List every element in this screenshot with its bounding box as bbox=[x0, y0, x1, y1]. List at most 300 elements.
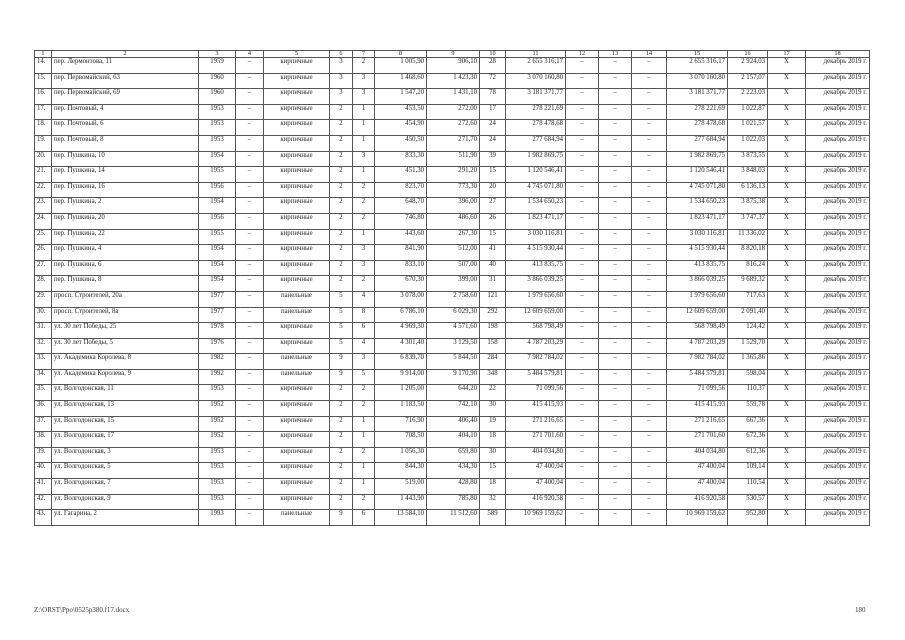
table-cell: 1955 bbox=[199, 229, 236, 245]
table-cell: – bbox=[236, 479, 264, 495]
table-cell: 4 969,30 bbox=[375, 323, 427, 339]
table-cell: декабрь 2019 г. bbox=[806, 73, 870, 89]
table-cell: 2 bbox=[330, 494, 353, 510]
table-cell: декабрь 2019 г. bbox=[806, 58, 870, 74]
table-row bbox=[35, 323, 870, 339]
table-cell: кирпичные bbox=[264, 104, 330, 120]
table-cell: 7 982 784,02 bbox=[506, 354, 566, 370]
table-row bbox=[35, 385, 870, 401]
table-row bbox=[35, 213, 870, 229]
table-cell: 2 bbox=[330, 213, 353, 229]
table-cell: 3 bbox=[353, 354, 375, 370]
table-cell: 1959 bbox=[199, 58, 236, 74]
table-cell: – bbox=[632, 229, 667, 245]
table-cell: 47 400,04 bbox=[506, 463, 566, 479]
table-cell: 3 873,55 bbox=[728, 151, 768, 167]
table-cell: 1953 bbox=[199, 479, 236, 495]
table-cell: просп. Строителей, 8а bbox=[52, 307, 199, 323]
table-cell: 5 484 579,81 bbox=[667, 369, 728, 385]
table-cell: – bbox=[236, 120, 264, 136]
table-cell: 3 bbox=[330, 73, 353, 89]
table-cell: 18 bbox=[480, 432, 506, 448]
table-cell: 3 bbox=[330, 58, 353, 74]
table-cell: 3 866 039,25 bbox=[667, 276, 728, 292]
table-cell: 415 415,93 bbox=[506, 401, 566, 417]
table-cell: 2 bbox=[330, 479, 353, 495]
table-cell: – bbox=[599, 198, 632, 214]
table-cell: декабрь 2019 г. bbox=[806, 229, 870, 245]
table-cell: 3 181 371,77 bbox=[506, 89, 566, 105]
table-cell: 39. bbox=[35, 447, 52, 463]
table-cell: 1 bbox=[353, 463, 375, 479]
table-cell: кирпичные bbox=[264, 198, 330, 214]
table-cell: 31. bbox=[35, 323, 52, 339]
table-cell: – bbox=[236, 291, 264, 307]
table-cell: 1 022,03 bbox=[728, 135, 768, 151]
table-cell: 2 924,03 bbox=[728, 58, 768, 74]
table-cell: 110,54 bbox=[728, 479, 768, 495]
table-cell: 1 bbox=[353, 416, 375, 432]
table-cell: 667,36 bbox=[728, 416, 768, 432]
table-cell: 1 022,87 bbox=[728, 104, 768, 120]
table-cell: 644,20 bbox=[427, 385, 480, 401]
table-cell: панельные bbox=[264, 510, 330, 526]
table-cell: – bbox=[236, 135, 264, 151]
table-cell: 598,04 bbox=[728, 369, 768, 385]
table-cell: Х bbox=[768, 291, 806, 307]
table-cell: 1 005,90 bbox=[375, 58, 427, 74]
table-row bbox=[35, 120, 870, 136]
table-cell: 121 bbox=[480, 291, 506, 307]
table-cell: 3 bbox=[353, 260, 375, 276]
table-row bbox=[35, 89, 870, 105]
table-cell: – bbox=[632, 432, 667, 448]
table-cell: 9 bbox=[330, 510, 353, 526]
table-cell: – bbox=[566, 229, 599, 245]
column-number: 10 bbox=[480, 51, 506, 58]
table-row bbox=[35, 401, 870, 417]
table-cell: кирпичные bbox=[264, 401, 330, 417]
table-cell: декабрь 2019 г. bbox=[806, 447, 870, 463]
table-body bbox=[35, 51, 870, 526]
table-cell: ул. Волгодонская, 15 bbox=[52, 416, 199, 432]
table-cell: 36. bbox=[35, 401, 52, 417]
table-cell: 1 534 650,23 bbox=[667, 198, 728, 214]
table-cell: – bbox=[599, 447, 632, 463]
table-cell: 40. bbox=[35, 463, 52, 479]
table-cell: 18 bbox=[480, 479, 506, 495]
table-row bbox=[35, 276, 870, 292]
table-cell: – bbox=[599, 307, 632, 323]
table-cell: 10 969 159,62 bbox=[667, 510, 728, 526]
table-cell: 2 223,03 bbox=[728, 89, 768, 105]
table-cell: 12 609 659,00 bbox=[506, 307, 566, 323]
table-cell: 833,30 bbox=[375, 151, 427, 167]
table-cell: 559,78 bbox=[728, 401, 768, 417]
table-cell: 271 701,60 bbox=[667, 432, 728, 448]
table-cell: ул. Волгодонская, 3 bbox=[52, 447, 199, 463]
table-cell: – bbox=[236, 58, 264, 74]
column-number: 6 bbox=[330, 51, 353, 58]
table-cell: – bbox=[632, 323, 667, 339]
table-cell: 30 bbox=[480, 447, 506, 463]
table-cell: 6 786,10 bbox=[375, 307, 427, 323]
table-cell: – bbox=[236, 401, 264, 417]
table-cell: 1977 bbox=[199, 291, 236, 307]
table-cell: 413 835,75 bbox=[506, 260, 566, 276]
table-cell: 844,30 bbox=[375, 463, 427, 479]
table-cell: 589 bbox=[480, 510, 506, 526]
table-cell: Х bbox=[768, 120, 806, 136]
table-cell: – bbox=[566, 323, 599, 339]
table-cell: 19. bbox=[35, 135, 52, 151]
table-cell: 18. bbox=[35, 120, 52, 136]
table-cell: декабрь 2019 г. bbox=[806, 260, 870, 276]
table-cell: пер. Почтовый, 6 bbox=[52, 120, 199, 136]
table-cell: 71 099,56 bbox=[667, 385, 728, 401]
table-cell: 291,20 bbox=[427, 167, 480, 183]
table-cell: 271,70 bbox=[427, 135, 480, 151]
table-cell: Х bbox=[768, 260, 806, 276]
table-cell: – bbox=[566, 385, 599, 401]
table-cell: 1953 bbox=[199, 120, 236, 136]
table-cell: – bbox=[632, 135, 667, 151]
table-cell: 31 bbox=[480, 276, 506, 292]
table-cell: Х bbox=[768, 510, 806, 526]
table-cell: 24 bbox=[480, 120, 506, 136]
table-cell: – bbox=[566, 354, 599, 370]
table-cell: – bbox=[599, 416, 632, 432]
table-cell: 26. bbox=[35, 245, 52, 261]
table-cell: 1960 bbox=[199, 89, 236, 105]
table-cell: кирпичные bbox=[264, 432, 330, 448]
table-cell: 267,30 bbox=[427, 229, 480, 245]
table-cell: – bbox=[566, 432, 599, 448]
table-row bbox=[35, 510, 870, 526]
table-cell: 1952 bbox=[199, 401, 236, 417]
table-cell: – bbox=[632, 291, 667, 307]
table-cell: 278 478,68 bbox=[667, 120, 728, 136]
table-cell: – bbox=[632, 401, 667, 417]
table-row bbox=[35, 151, 870, 167]
table-cell: – bbox=[236, 307, 264, 323]
table-row bbox=[35, 260, 870, 276]
table-cell: ул. 30 лет Победы, 25 bbox=[52, 323, 199, 339]
table-cell: 9 170,90 bbox=[427, 369, 480, 385]
table-cell: – bbox=[599, 291, 632, 307]
column-number: 15 bbox=[667, 51, 728, 58]
table-cell: пер. Пушкина, 20 bbox=[52, 213, 199, 229]
table-cell: 4 571,60 bbox=[427, 323, 480, 339]
table-cell: – bbox=[632, 73, 667, 89]
table-cell: 1992 bbox=[199, 369, 236, 385]
table-cell: 1 468,60 bbox=[375, 73, 427, 89]
table-cell: 5 bbox=[330, 291, 353, 307]
table-cell: 1956 bbox=[199, 213, 236, 229]
table-cell: 32 bbox=[480, 494, 506, 510]
table-cell: 716,90 bbox=[375, 416, 427, 432]
table-cell: 746,80 bbox=[375, 213, 427, 229]
table-cell: 648,70 bbox=[375, 198, 427, 214]
table-cell: Х bbox=[768, 323, 806, 339]
table-cell: 271 216,65 bbox=[506, 416, 566, 432]
table-cell: 2 bbox=[353, 276, 375, 292]
table-cell: – bbox=[632, 120, 667, 136]
table-cell: 3 848,03 bbox=[728, 167, 768, 183]
table-cell: 404,10 bbox=[427, 432, 480, 448]
table-cell: декабрь 2019 г. bbox=[806, 416, 870, 432]
table-cell: кирпичные bbox=[264, 260, 330, 276]
table-cell: 2 bbox=[330, 385, 353, 401]
table-cell: 24 bbox=[480, 135, 506, 151]
table-cell: – bbox=[632, 416, 667, 432]
table-cell: кирпичные bbox=[264, 479, 330, 495]
table-cell: 16. bbox=[35, 89, 52, 105]
table-cell: 416 920,58 bbox=[667, 494, 728, 510]
table-cell: ул. Волгодонская, 9 bbox=[52, 494, 199, 510]
table-cell: пер. Пушкина, 10 bbox=[52, 151, 199, 167]
table-cell: 9 bbox=[330, 369, 353, 385]
table-cell: 29. bbox=[35, 291, 52, 307]
column-number: 13 bbox=[599, 51, 632, 58]
table-cell: – bbox=[632, 89, 667, 105]
table-cell: панельные bbox=[264, 291, 330, 307]
table-cell: – bbox=[566, 260, 599, 276]
table-cell: 2 bbox=[330, 245, 353, 261]
table-cell: 415 415,93 bbox=[667, 401, 728, 417]
table-cell: 1953 bbox=[199, 385, 236, 401]
table-cell: – bbox=[566, 338, 599, 354]
table-cell: 1982 bbox=[199, 354, 236, 370]
table-cell: 1 bbox=[353, 432, 375, 448]
column-number: 16 bbox=[728, 51, 768, 58]
table-cell: 28. bbox=[35, 276, 52, 292]
table-cell: – bbox=[236, 463, 264, 479]
table-cell: 13 584,10 bbox=[375, 510, 427, 526]
table-cell: – bbox=[236, 369, 264, 385]
table-cell: 1 183,50 bbox=[375, 401, 427, 417]
table-cell: пер. Почтовый, 8 bbox=[52, 135, 199, 151]
table-cell: кирпичные bbox=[264, 167, 330, 183]
table-cell: декабрь 2019 г. bbox=[806, 385, 870, 401]
table-cell: 2 bbox=[330, 260, 353, 276]
table-cell: 17. bbox=[35, 104, 52, 120]
table-cell: пер. Пушкина, 8 bbox=[52, 276, 199, 292]
table-cell: – bbox=[599, 104, 632, 120]
table-cell: 4 515 930,44 bbox=[667, 245, 728, 261]
table-cell: 22 bbox=[480, 385, 506, 401]
table-cell: 3 bbox=[330, 89, 353, 105]
table-cell: декабрь 2019 г. bbox=[806, 198, 870, 214]
table-cell: 42. bbox=[35, 494, 52, 510]
table-cell: кирпичные bbox=[264, 151, 330, 167]
table-cell: 14. bbox=[35, 58, 52, 74]
table-cell: 1 547,20 bbox=[375, 89, 427, 105]
table-cell: пер. Пушкина, 4 bbox=[52, 245, 199, 261]
table-cell: декабрь 2019 г. bbox=[806, 369, 870, 385]
table-cell: декабрь 2019 г. bbox=[806, 245, 870, 261]
table-cell: – bbox=[632, 338, 667, 354]
table-cell: – bbox=[566, 89, 599, 105]
table-cell: – bbox=[599, 338, 632, 354]
table-cell: 3 bbox=[353, 73, 375, 89]
table-cell: – bbox=[599, 120, 632, 136]
table-cell: – bbox=[599, 58, 632, 74]
table-cell: Х bbox=[768, 198, 806, 214]
table-cell: 3 030 116,81 bbox=[667, 229, 728, 245]
table-row bbox=[35, 463, 870, 479]
table-cell: Х bbox=[768, 307, 806, 323]
table-cell: 3 747,37 bbox=[728, 213, 768, 229]
table-cell: – bbox=[566, 151, 599, 167]
table-cell: 3 070 160,80 bbox=[506, 73, 566, 89]
table-cell: 841,90 bbox=[375, 245, 427, 261]
table-cell: 2 bbox=[353, 182, 375, 198]
table-cell: 39 bbox=[480, 151, 506, 167]
table-cell: – bbox=[599, 245, 632, 261]
footer-file-path: Z:\ORST\Ppo\0525p380.f17.docx bbox=[34, 606, 130, 614]
table-cell: 2 bbox=[330, 432, 353, 448]
table-cell: 6 bbox=[353, 323, 375, 339]
table-cell: Х bbox=[768, 245, 806, 261]
table-cell: – bbox=[599, 260, 632, 276]
table-cell: декабрь 2019 г. bbox=[806, 213, 870, 229]
table-cell: 453,50 bbox=[375, 104, 427, 120]
table-cell: – bbox=[566, 479, 599, 495]
table-cell: 659,80 bbox=[427, 447, 480, 463]
table-cell: 406,40 bbox=[427, 416, 480, 432]
table-cell: 1 443,90 bbox=[375, 494, 427, 510]
table-cell: – bbox=[632, 260, 667, 276]
table-cell: 124,42 bbox=[728, 323, 768, 339]
housing-register-table bbox=[34, 50, 870, 526]
table-cell: – bbox=[632, 245, 667, 261]
table-cell: 1953 bbox=[199, 494, 236, 510]
table-cell: 15 bbox=[480, 167, 506, 183]
table-cell: 41. bbox=[35, 479, 52, 495]
table-cell: 5 bbox=[330, 323, 353, 339]
table-cell: 2 bbox=[330, 104, 353, 120]
table-cell: – bbox=[632, 151, 667, 167]
table-cell: 512,00 bbox=[427, 245, 480, 261]
table-cell: 530,57 bbox=[728, 494, 768, 510]
table-cell: 78 bbox=[480, 89, 506, 105]
table-cell: 399,00 bbox=[427, 276, 480, 292]
table-cell: 47 400,04 bbox=[667, 463, 728, 479]
table-cell: Х bbox=[768, 135, 806, 151]
table-cell: 1978 bbox=[199, 323, 236, 339]
table-cell: 450,50 bbox=[375, 135, 427, 151]
table-cell: кирпичные bbox=[264, 229, 330, 245]
table-cell: 2 655 316,17 bbox=[667, 58, 728, 74]
table-cell: – bbox=[632, 276, 667, 292]
table-cell: – bbox=[632, 463, 667, 479]
table-cell: Х bbox=[768, 229, 806, 245]
table-cell: пер. Лермонтова, 11 bbox=[52, 58, 199, 74]
table-cell: 1 120 546,41 bbox=[506, 167, 566, 183]
table-cell: 3 070 160,80 bbox=[667, 73, 728, 89]
table-cell: – bbox=[599, 89, 632, 105]
table-cell: 109,14 bbox=[728, 463, 768, 479]
table-cell: – bbox=[632, 447, 667, 463]
column-number: 1 bbox=[35, 51, 52, 58]
table-cell: 1954 bbox=[199, 260, 236, 276]
table-cell: декабрь 2019 г. bbox=[806, 167, 870, 183]
table-cell: 404 034,80 bbox=[667, 447, 728, 463]
table-cell: 4 515 930,44 bbox=[506, 245, 566, 261]
table-cell: – bbox=[566, 416, 599, 432]
table-cell: 5 484 579,81 bbox=[506, 369, 566, 385]
table-cell: 717,63 bbox=[728, 291, 768, 307]
table-cell: 271 701,60 bbox=[506, 432, 566, 448]
table-cell: пер. Пушкина, 14 bbox=[52, 167, 199, 183]
table-cell: – bbox=[599, 73, 632, 89]
table-cell: – bbox=[566, 73, 599, 89]
table-cell: декабрь 2019 г. bbox=[806, 510, 870, 526]
table-cell: кирпичные bbox=[264, 463, 330, 479]
table-cell: 348 bbox=[480, 369, 506, 385]
table-cell: – bbox=[599, 276, 632, 292]
table-cell: 1 bbox=[353, 229, 375, 245]
table-cell: – bbox=[566, 213, 599, 229]
table-row bbox=[35, 354, 870, 370]
table-cell: декабрь 2019 г. bbox=[806, 276, 870, 292]
table-row bbox=[35, 58, 870, 74]
table-cell: ул. Волгодонская, 5 bbox=[52, 463, 199, 479]
table-cell: 2 bbox=[330, 151, 353, 167]
table-cell: – bbox=[566, 182, 599, 198]
column-number: 2 bbox=[52, 51, 199, 58]
table-cell: панельные bbox=[264, 369, 330, 385]
table-cell: 3 bbox=[353, 245, 375, 261]
table-cell: – bbox=[236, 494, 264, 510]
table-cell: 21. bbox=[35, 167, 52, 183]
table-cell: 24. bbox=[35, 213, 52, 229]
table-cell: 1993 bbox=[199, 510, 236, 526]
table-cell: – bbox=[599, 401, 632, 417]
table-cell: 278 478,68 bbox=[506, 120, 566, 136]
table-cell: панельные bbox=[264, 307, 330, 323]
table-cell: 1954 bbox=[199, 276, 236, 292]
table-cell: 271 216,65 bbox=[667, 416, 728, 432]
table-cell: Х bbox=[768, 58, 806, 74]
table-cell: ул. Академика Королева, 9 bbox=[52, 369, 199, 385]
table-cell: – bbox=[236, 73, 264, 89]
table-cell: – bbox=[566, 58, 599, 74]
table-row bbox=[35, 229, 870, 245]
table-cell: – bbox=[632, 385, 667, 401]
table-cell: 1 bbox=[353, 479, 375, 495]
table-cell: – bbox=[599, 229, 632, 245]
table-cell: ул. Академика Королева, 8 bbox=[52, 354, 199, 370]
table-cell: кирпичные bbox=[264, 213, 330, 229]
table-cell: – bbox=[236, 213, 264, 229]
table-cell: декабрь 2019 г. bbox=[806, 182, 870, 198]
table-cell: ул. Волгодонская, 13 bbox=[52, 401, 199, 417]
table-cell: – bbox=[632, 369, 667, 385]
table-cell: 1954 bbox=[199, 245, 236, 261]
table-cell: 511,90 bbox=[427, 151, 480, 167]
column-number: 5 bbox=[264, 51, 330, 58]
table-cell: 198 bbox=[480, 323, 506, 339]
table-cell: – bbox=[599, 167, 632, 183]
table-cell: 1953 bbox=[199, 104, 236, 120]
table-cell: 9 bbox=[330, 354, 353, 370]
table-cell: 2 bbox=[330, 276, 353, 292]
table-cell: декабрь 2019 г. bbox=[806, 338, 870, 354]
table-row bbox=[35, 307, 870, 323]
table-cell: 47 400,04 bbox=[667, 479, 728, 495]
